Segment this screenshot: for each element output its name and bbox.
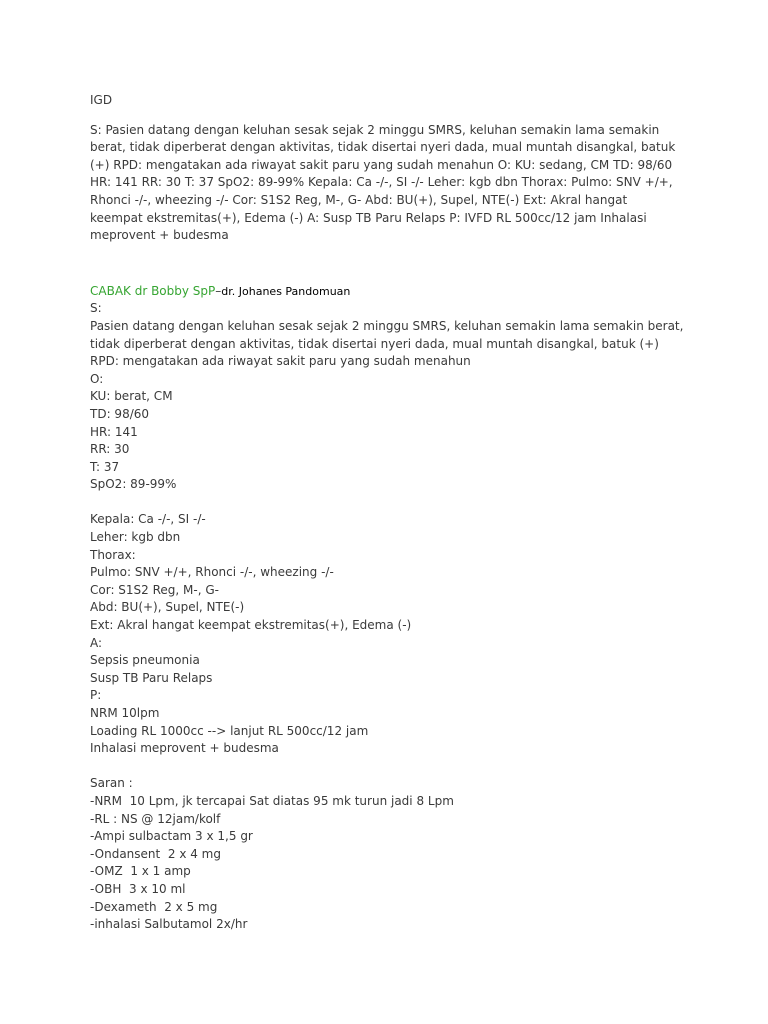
saran-item: -Dexameth 2 x 5 mg <box>90 899 218 914</box>
pulmo-text: Pulmo: SNV +/+, Rhonci -/-, wheezing -/- <box>90 565 334 580</box>
saran-item: -NRM 10 Lpm, jk tercapai Sat diatas 95 mk turun jadi 8 Lpm <box>90 793 454 808</box>
td-text: TD: 98/60 <box>90 406 150 421</box>
hr-text: HR: 141 <box>90 424 138 439</box>
saran-item: -Ampi sulbactam 3 x 1,5 gr <box>90 829 253 844</box>
plan-item: Loading RL 1000cc --> lanjut RL 500cc/12 jam <box>90 723 369 738</box>
assessment-label: A: <box>90 635 103 650</box>
igd-body-text: S: Pasien datang dengan keluhan sesak sejak 2 minggu SMRS, keluhan semakin lama semakin berat, tidak diperberat dengan aktivitas, tidak disertai nyeri dada, mual muntah disangkal, batuk (+) RPD: mengatakan ada riwayat sakit paru yang sudah menahun O: KU: sedang, CM TD: 98/60 HR: 141 RR: 30 T: 37 SpO2: 89-99% Kepala: Ca -/-, SI -/- Leher: kgb dbn Thorax: Pulmo: SNV +/+, Rhonci -/-, wheezing -/- Cor: S1S2 Reg, M-, G- Abd: BU(+), Supel, NTE(-) Ext: Akral hangat keempat ekstremitas(+), Edema (-) A: Susp TB Paru Relaps P: IVFD RL 500cc/12 jam Inhalasi meprovent + budesma <box>90 122 676 243</box>
rpd-text: RPD: mengatakan ada riwayat sakit paru yang sudah menahun <box>90 354 471 369</box>
subjective-text: Pasien datang dengan keluhan sesak sejak 2 minggu SMRS, keluhan semakin lama semakin berat, tidak diperberat dengan aktivitas, tidak disertai nyeri dada, mual muntah disangkal, batuk (+) <box>90 318 688 351</box>
cabak-header <box>90 283 690 301</box>
plan-item: Inhalasi meprovent + budesma <box>90 741 279 756</box>
saran-item: -OBH 3 x 10 ml <box>90 881 186 896</box>
objective-label: O: <box>90 371 104 386</box>
cabak-header-title: CABAK dr Bobby SpP <box>90 283 216 298</box>
cabak-section <box>90 283 690 934</box>
ext-text: Ext: Akral hangat keempat ekstremitas(+), Edema (-) <box>90 618 412 633</box>
assessment-item: Sepsis pneumonia <box>90 653 200 668</box>
saran-item: -OMZ 1 x 1 amp <box>90 864 191 879</box>
cabak-author: dr. Johanes Pandomuan <box>221 284 351 298</box>
saran-item: -Ondansent 2 x 4 mg <box>90 846 221 861</box>
saran-label: Saran : <box>90 776 133 791</box>
leher-text: Leher: kgb dbn <box>90 530 181 545</box>
igd-title: IGD <box>90 93 113 107</box>
subjective-label: S: <box>90 301 102 316</box>
rr-text: RR: 30 <box>90 442 130 457</box>
saran-item: -RL : NS @ 12jam/kolf <box>90 811 221 826</box>
plan-label: P: <box>90 688 102 703</box>
document-page <box>90 92 690 934</box>
abd-text: Abd: BU(+), Supel, NTE(-) <box>90 600 245 615</box>
kepala-text: Kepala: Ca -/-, SI -/- <box>90 512 206 527</box>
igd-section <box>90 92 690 245</box>
cor-text: Cor: S1S2 Reg, M-, G- <box>90 582 219 597</box>
ku-text: KU: berat, CM <box>90 389 173 404</box>
saran-item: -inhalasi Salbutamol 2x/hr <box>90 917 248 932</box>
cabak-header-separator: – <box>215 283 222 298</box>
spacer <box>90 758 690 776</box>
assessment-item: Susp TB Paru Relaps <box>90 670 213 685</box>
temperature-text: T: 37 <box>90 459 120 474</box>
spo2-text: SpO2: 89-99% <box>90 477 177 492</box>
spacer <box>90 494 690 512</box>
thorax-label: Thorax: <box>90 547 136 562</box>
plan-item: NRM 10lpm <box>90 706 160 720</box>
